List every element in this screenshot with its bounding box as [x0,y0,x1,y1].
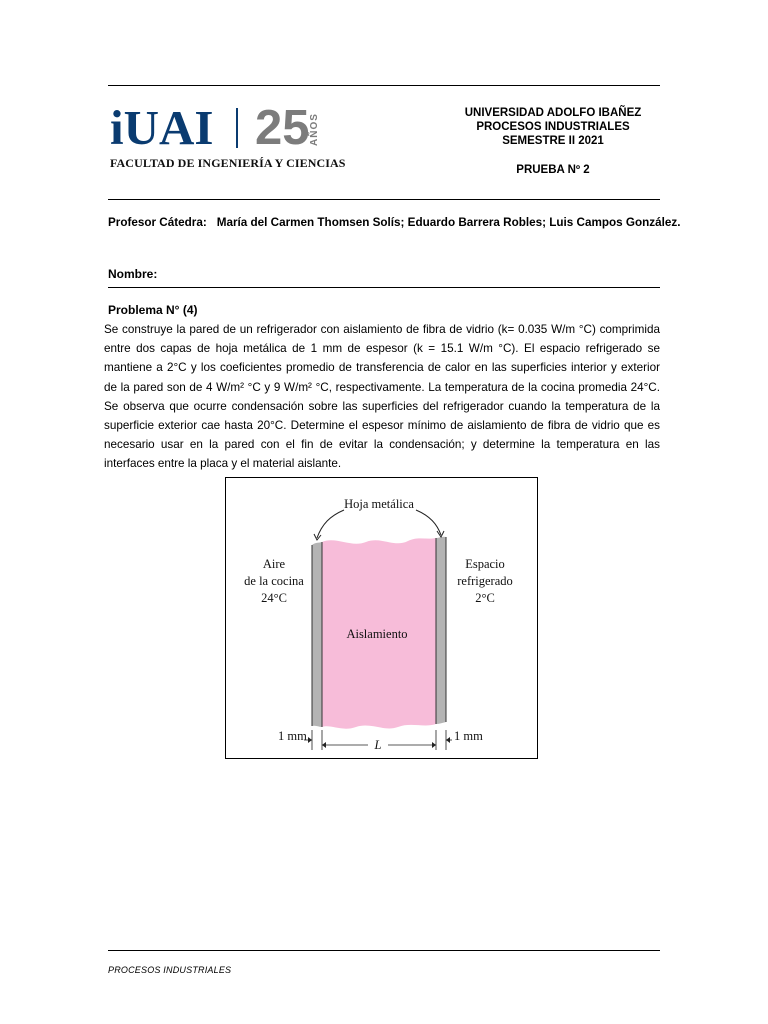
top-rule [108,85,660,86]
wall-diagram-svg [226,478,537,758]
sheet-arrow-left [317,510,344,538]
logo-brand: iUAI [110,100,214,155]
logo-years: 25 [255,101,310,155]
dim-right-label: 1 mm [454,729,483,743]
semester: SEMESTRE II 2021 [502,135,604,147]
wall-diagram [225,477,538,759]
logo-separator [236,108,238,148]
dim-center-label: L [374,738,382,752]
left-metal-sheet [312,542,322,727]
course-name: PROCESOS INDUSTRIALES [476,121,630,133]
logo-faculty: FACULTAD DE INGENIERÍA Y CIENCIAS [110,156,346,170]
header-rule [108,199,660,200]
test-number: PRUEBA Nº 2 [516,164,590,176]
left-label-3: 24°C [261,591,287,605]
insulation-label: Aislamiento [346,627,408,641]
problem-title: Problema N° (4) [108,303,198,317]
right-label-3: 2°C [475,591,495,605]
name-rule [108,287,660,288]
sheet-label: Hoja metálica [344,497,414,511]
student-name-label: Nombre: [108,267,158,281]
footer-rule [108,950,660,951]
dim-left-label: 1 mm [278,729,307,743]
right-label-1: Espacio [465,557,505,571]
header-block [455,106,651,177]
professor-names: María del Carmen Thomsen Solís; Eduardo Barrera Robles; Luis Campos González. [216,216,681,229]
left-label-1: Aire [262,557,286,571]
university-logo [110,100,350,176]
university-name: UNIVERSIDAD ADOLFO IBAÑEZ [464,107,642,119]
professor-label: Profesor Cátedra: [108,216,207,229]
problem-text: Se construye la pared de un refrigerador con aislamiento de fibra de vidrio (k= 0.035 W/m °C) comprimida entre dos capas de hoja metálica de 1 mm de espesor (k = 15.1 W/m °C). El espacio refrigerado se mantiene a 2°C y los coeficientes promedio de transferencia de calor en las superficies interior y exterior de la pared son de 4 W/m² °C y 9 W/m² °C, respectivamente. La temperatura de la cocina promedia 24°C. Se observa que ocurre condensación sobre las superficies del refrigerador cuando la temperatura de la superficie exterior cae hasta 20°C. Determine el espesor mínimo de aislamiento de fibra de vidrio que es necesario usar en la pared con el fin de evitar la condensación; y determine la temperatura en las interfaces entre la placa y el material aislante. [104,323,660,471]
right-label-2: refrigerado [457,574,513,588]
logo-years-suffix: AÑOS [309,113,320,146]
right-metal-sheet [436,537,446,724]
footer-text: PROCESOS INDUSTRIALES [108,965,232,975]
professor-line [108,216,680,229]
left-label-2: de la cocina [244,574,304,588]
